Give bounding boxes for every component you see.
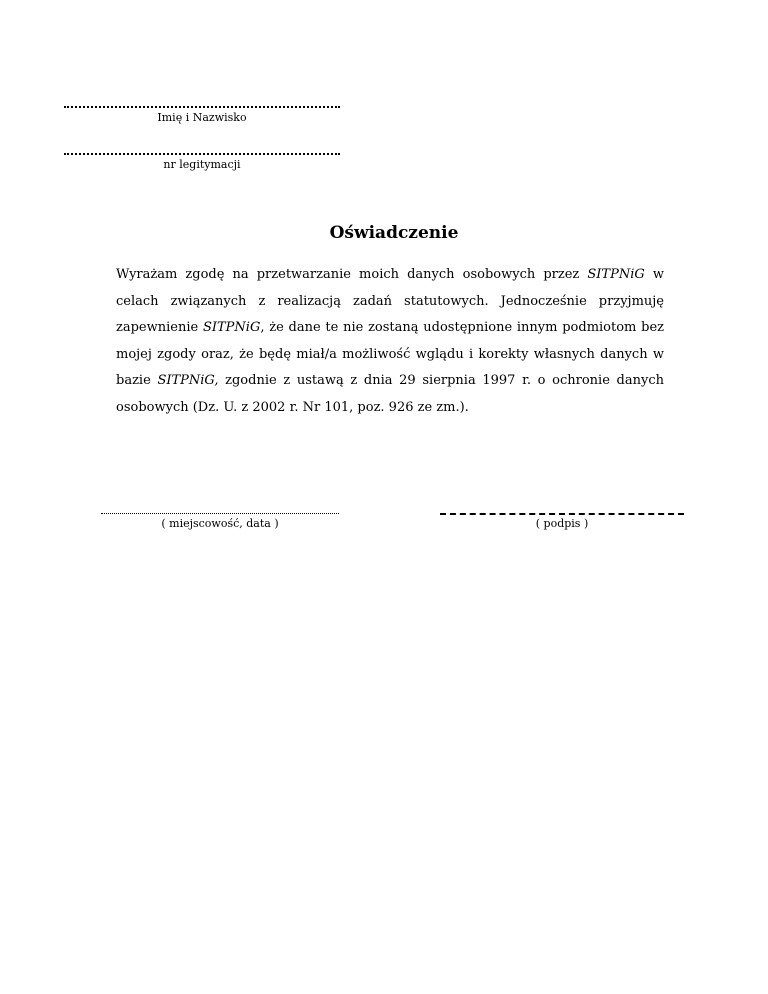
place-date-line bbox=[101, 513, 339, 514]
body-part-4: zgodnie z ustawą z dnia 29 sierpnia 1997 r. o ochronie danych osobowych (Dz. U. z 2002 r. Nr 101, poz. 926 ze zm.). bbox=[116, 373, 664, 415]
org-name: SITPNiG bbox=[587, 267, 645, 282]
place-date-caption: ( miejscowość, data ) bbox=[161, 517, 279, 530]
id-number-line bbox=[64, 153, 340, 155]
document-title: Oświadczenie bbox=[329, 223, 459, 243]
body-part-1: Wyrażam zgodę na przetwarzanie moich danych osobowych przez bbox=[116, 267, 588, 282]
signature-line bbox=[440, 513, 684, 515]
org-name: SITPNiG, bbox=[157, 373, 219, 388]
org-name: SITPNiG bbox=[202, 320, 261, 335]
id-number-caption: nr legitymacji bbox=[163, 158, 241, 171]
name-caption: Imię i Nazwisko bbox=[157, 111, 247, 124]
signature-caption: ( podpis ) bbox=[535, 517, 589, 530]
name-line bbox=[64, 106, 340, 108]
consent-paragraph bbox=[116, 262, 664, 421]
body-part-3: , że dane te nie zostaną udostępnione innym podmiotom bez mojej zgody oraz, że będę miał/a możliwość wglądu i korekty własnych danych w bazie bbox=[116, 320, 664, 388]
body-part-2: w celach związanych z realizacją zadań statutowych. Jednocześnie przyjmuję zapewnienie bbox=[116, 267, 664, 335]
